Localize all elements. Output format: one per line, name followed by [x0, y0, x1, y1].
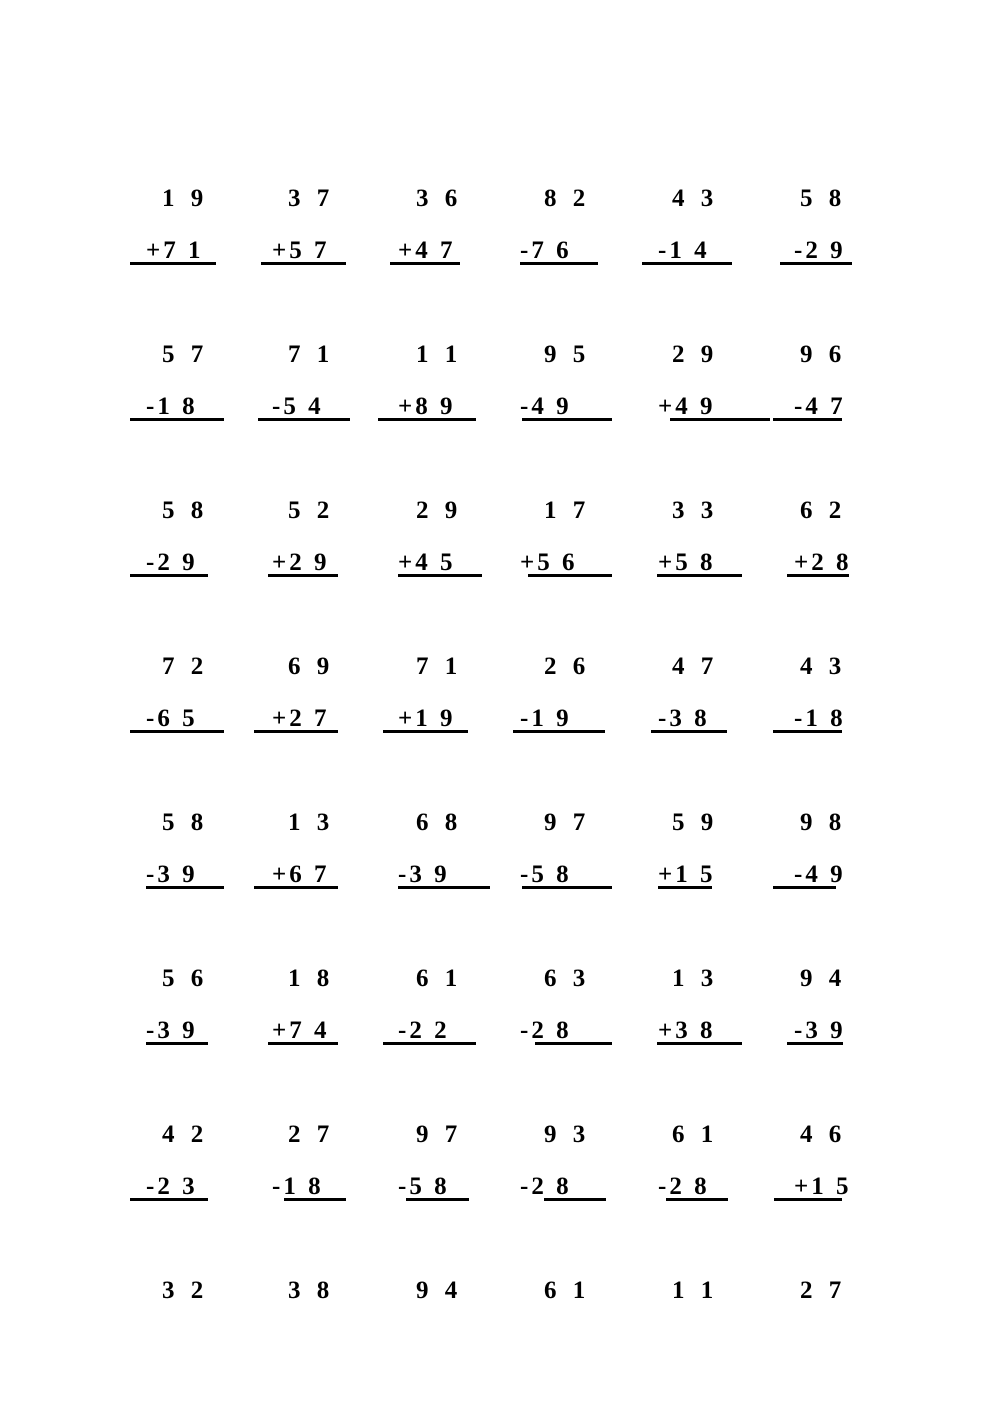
- operator-number: -1 9: [520, 705, 572, 732]
- answer-line: [544, 1198, 606, 1201]
- answer-line: [666, 1198, 728, 1201]
- top-number: 9 7: [544, 809, 591, 836]
- answer-line: [398, 886, 490, 889]
- top-number: 2 9: [416, 497, 463, 524]
- answer-line: [130, 574, 208, 577]
- answer-line: [657, 1042, 742, 1045]
- operator-number: -3 9: [146, 861, 198, 888]
- operator-number: -7 6: [520, 237, 572, 264]
- top-number: 6 1: [672, 1121, 719, 1148]
- top-number: 3 7: [288, 185, 335, 212]
- operator-number: -2 8: [658, 1173, 710, 1200]
- operator-number: -3 9: [794, 1017, 846, 1044]
- top-number: 6 1: [544, 1277, 591, 1304]
- top-number: 2 7: [288, 1121, 335, 1148]
- answer-line: [378, 418, 476, 421]
- top-number: 6 9: [288, 653, 335, 680]
- answer-line: [773, 886, 836, 889]
- answer-line: [773, 418, 842, 421]
- answer-line: [398, 574, 482, 577]
- top-number: 9 3: [544, 1121, 591, 1148]
- answer-line: [130, 730, 224, 733]
- top-number: 4 3: [800, 653, 847, 680]
- operator-number: +1 9: [398, 705, 456, 732]
- top-number: 6 8: [416, 809, 463, 836]
- operator-number: +4 7: [398, 237, 456, 264]
- operator-number: -4 9: [520, 393, 572, 420]
- answer-line: [258, 418, 350, 421]
- operator-number: -5 8: [398, 1173, 450, 1200]
- top-number: 5 8: [800, 185, 847, 212]
- top-number: 4 7: [672, 653, 719, 680]
- operator-number: -2 8: [520, 1173, 572, 1200]
- top-number: 1 3: [288, 809, 335, 836]
- operator-number: -5 8: [520, 861, 572, 888]
- operator-number: +5 8: [658, 549, 716, 576]
- answer-line: [130, 262, 216, 265]
- operator-number: -1 8: [794, 705, 846, 732]
- operator-number: -2 9: [794, 237, 846, 264]
- top-number: 6 2: [800, 497, 847, 524]
- top-number: 5 9: [672, 809, 719, 836]
- top-number: 3 8: [288, 1277, 335, 1304]
- answer-line: [383, 1042, 476, 1045]
- answer-line: [522, 886, 612, 889]
- top-number: 1 8: [288, 965, 335, 992]
- operator-number: -2 3: [146, 1173, 198, 1200]
- top-number: 1 3: [672, 965, 719, 992]
- answer-line: [254, 730, 338, 733]
- operator-number: -3 8: [658, 705, 710, 732]
- operator-number: +8 9: [398, 393, 456, 420]
- operator-number: -1 8: [272, 1173, 324, 1200]
- top-number: 1 9: [162, 185, 209, 212]
- top-number: 3 2: [162, 1277, 209, 1304]
- operator-number: +2 9: [272, 549, 330, 576]
- operator-number: -5 4: [272, 393, 324, 420]
- operator-number: +5 7: [272, 237, 330, 264]
- top-number: 2 6: [544, 653, 591, 680]
- answer-line: [670, 418, 770, 421]
- top-number: 5 8: [162, 809, 209, 836]
- answer-line: [520, 262, 598, 265]
- answer-line: [657, 574, 742, 577]
- top-number: 3 3: [672, 497, 719, 524]
- answer-line: [390, 262, 460, 265]
- top-number: 2 7: [800, 1277, 847, 1304]
- operator-number: +1 5: [794, 1173, 852, 1200]
- answer-line: [261, 262, 346, 265]
- operator-number: -3 9: [398, 861, 450, 888]
- top-number: 9 5: [544, 341, 591, 368]
- operator-number: -2 8: [520, 1017, 572, 1044]
- answer-line: [513, 730, 605, 733]
- top-number: 7 2: [162, 653, 209, 680]
- answer-line: [535, 1042, 612, 1045]
- top-number: 9 8: [800, 809, 847, 836]
- operator-number: +2 8: [794, 549, 852, 576]
- answer-line: [268, 1042, 338, 1045]
- top-number: 4 3: [672, 185, 719, 212]
- top-number: 5 2: [288, 497, 335, 524]
- answer-line: [522, 418, 612, 421]
- answer-line: [528, 574, 612, 577]
- answer-line: [146, 1042, 208, 1045]
- operator-number: -4 7: [794, 393, 846, 420]
- answer-line: [130, 1198, 208, 1201]
- top-number: 5 8: [162, 497, 209, 524]
- operator-number: +1 5: [658, 861, 716, 888]
- answer-line: [383, 730, 468, 733]
- answer-line: [146, 886, 224, 889]
- operator-number: +7 1: [146, 237, 204, 264]
- answer-line: [268, 574, 338, 577]
- operator-number: +3 8: [658, 1017, 716, 1044]
- top-number: 4 6: [800, 1121, 847, 1148]
- operator-number: +7 4: [272, 1017, 330, 1044]
- top-number: 4 2: [162, 1121, 209, 1148]
- answer-line: [406, 1198, 469, 1201]
- operator-number: -4 9: [794, 861, 846, 888]
- top-number: 3 6: [416, 185, 463, 212]
- top-number: 1 1: [672, 1277, 719, 1304]
- answer-line: [787, 574, 849, 577]
- operator-number: +6 7: [272, 861, 330, 888]
- top-number: 9 7: [416, 1121, 463, 1148]
- operator-number: +4 5: [398, 549, 456, 576]
- top-number: 9 6: [800, 341, 847, 368]
- answer-line: [254, 886, 338, 889]
- answer-line: [284, 1198, 346, 1201]
- answer-line: [774, 1198, 842, 1201]
- top-number: 7 1: [288, 341, 335, 368]
- top-number: 9 4: [416, 1277, 463, 1304]
- operator-number: -6 5: [146, 705, 198, 732]
- operator-number: -1 8: [146, 393, 198, 420]
- top-number: 8 2: [544, 185, 591, 212]
- operator-number: -2 2: [398, 1017, 450, 1044]
- answer-line: [658, 886, 712, 889]
- answer-line: [773, 730, 842, 733]
- operator-number: +4 9: [658, 393, 716, 420]
- top-number: 5 6: [162, 965, 209, 992]
- top-number: 1 7: [544, 497, 591, 524]
- answer-line: [130, 418, 224, 421]
- top-number: 6 3: [544, 965, 591, 992]
- top-number: 7 1: [416, 653, 463, 680]
- top-number: 9 4: [800, 965, 847, 992]
- answer-line: [651, 730, 727, 733]
- top-number: 5 7: [162, 341, 209, 368]
- top-number: 6 1: [416, 965, 463, 992]
- operator-number: +5 6: [520, 549, 578, 576]
- answer-line: [787, 1042, 843, 1045]
- answer-line: [642, 262, 732, 265]
- top-number: 1 1: [416, 341, 463, 368]
- operator-number: -1 4: [658, 237, 710, 264]
- top-number: 2 9: [672, 341, 719, 368]
- operator-number: +2 7: [272, 705, 330, 732]
- operator-number: -3 9: [146, 1017, 198, 1044]
- answer-line: [780, 262, 852, 265]
- operator-number: -2 9: [146, 549, 198, 576]
